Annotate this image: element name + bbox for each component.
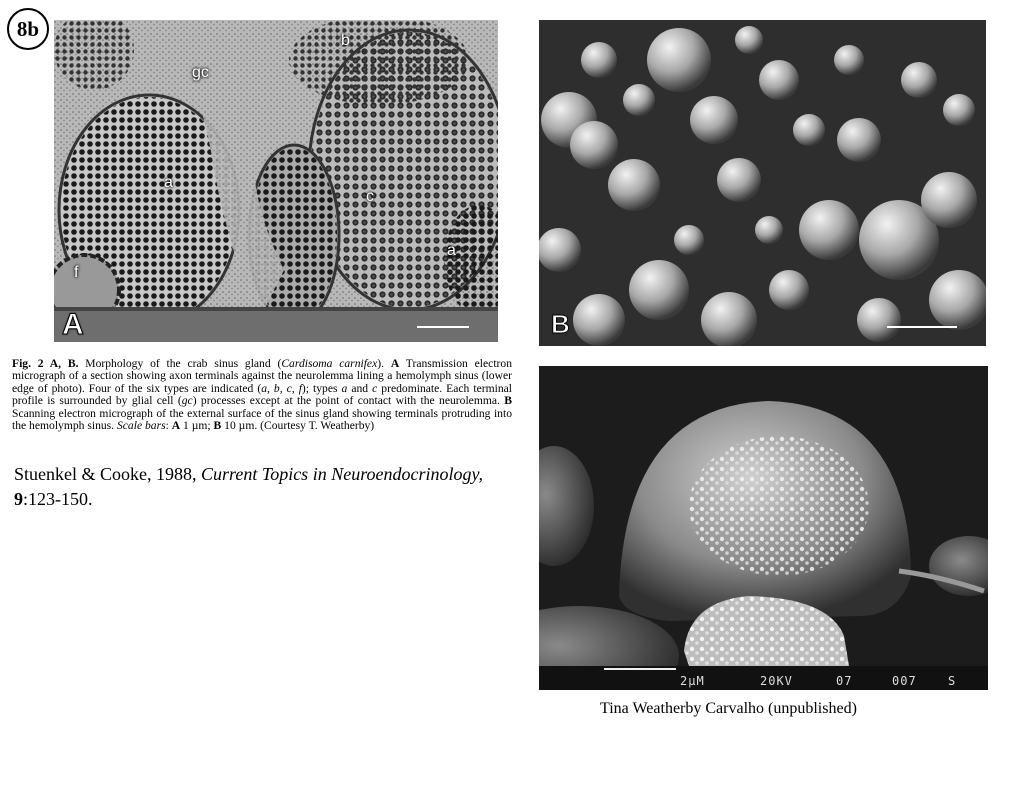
caption-label-a: A	[390, 357, 400, 370]
sem-magnification-scale: 2µM	[680, 674, 705, 688]
caption-figure-label: Fig. 2 A, B.	[12, 357, 79, 370]
citation-journal: Current Topics in Neuroendocrinology,	[201, 464, 484, 484]
tem-micrograph-panel-a	[54, 20, 498, 342]
caption-text: and	[347, 381, 373, 395]
sem-terminal-panel	[539, 366, 988, 690]
terminal-label-c: c	[366, 188, 374, 205]
panel-letter-b: B	[551, 309, 570, 339]
caption-gc: gc	[181, 394, 193, 408]
caption-species: Cardisoma carnifex	[281, 357, 378, 370]
figure-caption	[12, 358, 512, 432]
scale-bar-b	[887, 326, 957, 328]
sem-data-bar	[539, 674, 988, 688]
sem-micrograph-panel-b	[539, 20, 986, 346]
caption-label-b: B	[504, 394, 512, 408]
caption-text: Morphology of the crab sinus gland (	[78, 357, 282, 370]
sem-field-1: 07	[836, 674, 853, 688]
caption-text: :	[165, 419, 172, 433]
citation-authors: Stuenkel & Cooke, 1988,	[14, 464, 201, 484]
terminal-label-f: f	[74, 264, 79, 281]
caption-scale-bars: Scale bars	[116, 419, 166, 433]
caption-text: Transmission electron micrograph of a section showing axon terminals against the neurolemma lining a hemolymph sinus (lower edge of photo). Four of the six types are indicated (	[12, 357, 512, 395]
sem-field-2: 007	[892, 674, 917, 688]
terminal-label-a-right: a	[447, 242, 456, 259]
sem-micrograph-image	[539, 20, 986, 346]
caption-type-a: a	[341, 381, 348, 395]
panel-letter-a: A	[62, 308, 84, 341]
caption-types: a, b, c, f	[261, 381, 302, 395]
caption-text: ) processes except at the point of contact with the neurolemma.	[192, 394, 505, 408]
image-credit: Tina Weatherby Carvalho (unpublished)	[600, 700, 857, 717]
sem-field-3: S	[948, 674, 957, 688]
caption-text: predominate. Each terminal profile is surrounded by glial cell (	[12, 381, 512, 408]
terminal-label-a: a	[164, 174, 173, 191]
citation-pages: :123-150.	[23, 489, 93, 509]
caption-text: ); types	[301, 381, 342, 395]
caption-type-c: c	[372, 381, 378, 395]
caption-text: Scanning electron micrograph of the external surface of the sinus gland showing terminals protruding into the hemolymph sinus.	[12, 406, 512, 433]
terminal-label-b: b	[341, 32, 350, 49]
caption-scale-a: A	[171, 419, 181, 433]
citation	[14, 462, 524, 512]
caption-text: 10 µm. (Courtesy T. Weatherby)	[221, 419, 375, 433]
slide-number-badge: 8b	[7, 8, 49, 50]
scale-bar-a	[417, 326, 469, 328]
caption-text: ).	[377, 357, 391, 370]
tem-micrograph-image	[54, 20, 498, 342]
citation-volume: 9	[14, 489, 23, 509]
caption-text: 1 µm;	[180, 419, 214, 433]
sem-voltage: 20KV	[760, 674, 793, 688]
sem-terminal-image	[539, 366, 988, 690]
caption-scale-b: B	[213, 419, 222, 433]
terminal-label-gc: gc	[192, 64, 209, 81]
